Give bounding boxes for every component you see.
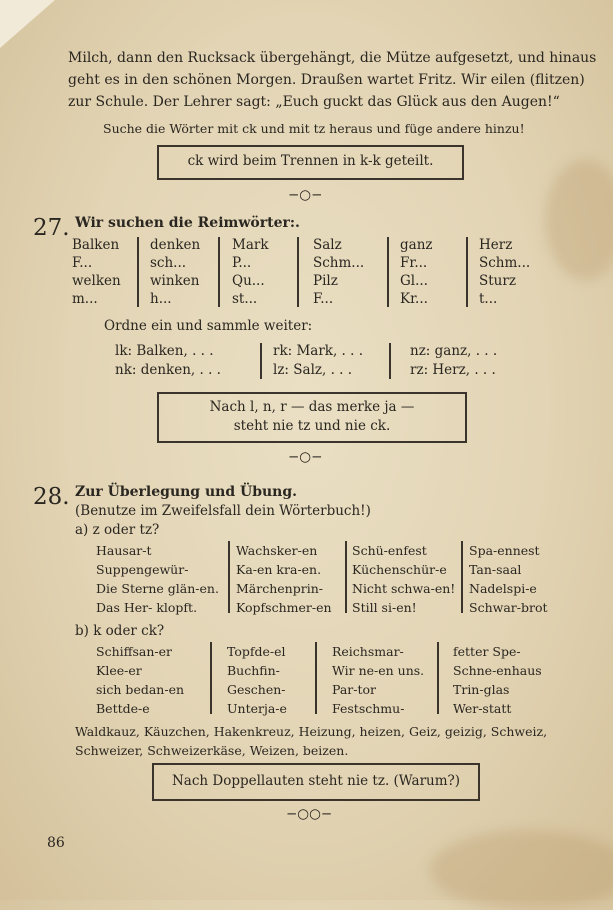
separator: −○− <box>288 187 323 203</box>
word-column <box>236 541 332 617</box>
word-item: Bettde-e <box>96 701 150 716</box>
rule-box <box>157 392 467 443</box>
word-item: Märchenprin- <box>236 581 323 596</box>
rhyme-word: sch... <box>150 255 187 271</box>
rhyme-word: denken <box>150 237 201 253</box>
rule-box <box>157 145 464 180</box>
intro-line: zur Schule. Der Lehrer sagt: „Euch guckt das Glück aus den Augen!“ <box>68 94 560 110</box>
word-item: Kopfschmer-en <box>236 600 332 615</box>
word-item: fetter Spe- <box>453 644 521 659</box>
intro-instruction: Suche die Wörter mit ck und mit tz heraus und füge andere hinzu! <box>103 121 525 136</box>
word-column <box>96 541 219 617</box>
rhyme-word: Balken <box>72 237 120 253</box>
word-item: sich bedan-en <box>96 682 185 697</box>
word-item: Schiffsan-er <box>96 644 173 659</box>
column-divider <box>228 541 230 613</box>
word-list: Waldkauz, Käuzchen, Hakenkreuz, Heizung, heizen, Geiz, geizig, Schweiz, <box>75 724 548 739</box>
word-item: Küchenschür-e <box>352 562 447 577</box>
rule-text: Nach l, n, r — das merke ja — <box>209 399 415 415</box>
word-item: Wir ne-en uns. <box>332 663 425 678</box>
rule-text: ck wird beim Trennen in k-k geteilt. <box>187 153 434 169</box>
word-item: Trin-glas <box>453 682 510 697</box>
word-column <box>469 541 548 617</box>
word-list: Schweizer, Schweizerkäse, Weizen, beizen. <box>75 743 349 758</box>
word-item: Reichsmar- <box>332 644 404 659</box>
intro-line: geht es in den schönen Morgen. Draußen wartet Fritz. Wir eilen (flitzen) <box>68 72 585 88</box>
intro-line: Milch, dann den Rucksack übergehängt, die Mütze aufgesetzt, und hinaus <box>68 50 597 66</box>
page-corner <box>0 0 55 48</box>
rhyme-column <box>313 236 364 308</box>
rhyme-word: welken <box>72 273 121 289</box>
exercise-subtitle: (Benutze im Zweifelsfall dein Wörterbuch!) <box>75 503 371 519</box>
column-divider <box>210 642 212 714</box>
rhyme-word: ganz <box>400 237 433 253</box>
exercise-number: 27. <box>33 215 70 241</box>
column-divider <box>437 642 439 714</box>
rhyme-column <box>400 236 433 308</box>
rhyme-word: Fr... <box>400 255 428 271</box>
rhyme-column <box>150 236 200 308</box>
word-item: Still si-en! <box>352 600 417 615</box>
sort-entry: nz: ganz, . . . <box>410 343 498 359</box>
sort-entry: rz: Herz, . . . <box>410 362 496 378</box>
rhyme-column <box>72 236 121 308</box>
page-stain <box>545 160 613 280</box>
sort-entry: lz: Salz, . . . <box>273 362 353 378</box>
column-divider <box>218 237 220 307</box>
rhyme-word: Qu... <box>232 273 265 289</box>
rhyme-word: winken <box>150 273 200 289</box>
sort-entry: lk: Balken, . . . <box>115 343 214 359</box>
rhyme-word: F... <box>72 255 93 271</box>
exercise-title: Wir suchen die Reimwörter:. <box>75 215 300 231</box>
rule-text: Nach Doppellauten steht nie tz. (Warum?) <box>171 773 461 789</box>
word-item: Geschen- <box>227 682 286 697</box>
word-item: Suppengewür- <box>96 562 189 577</box>
sort-entry: nk: denken, . . . <box>115 362 221 378</box>
rhyme-word: Schm... <box>313 255 365 271</box>
column-divider <box>389 343 391 379</box>
rule-text: steht nie tz und nie ck. <box>233 418 391 434</box>
column-divider <box>466 237 468 307</box>
page-stain <box>430 830 613 910</box>
rhyme-word: P... <box>232 255 252 271</box>
rhyme-word: Schm... <box>479 255 531 271</box>
rhyme-word: F... <box>313 291 334 307</box>
word-item: Schne-enhaus <box>453 663 542 678</box>
word-item: Nicht schwa-en! <box>352 581 456 596</box>
column-divider <box>461 541 463 613</box>
word-item: Spa-ennest <box>469 543 540 558</box>
exercise-number: 28. <box>33 484 70 510</box>
column-divider <box>297 237 299 307</box>
column-divider <box>345 541 347 613</box>
rhyme-word: Mark <box>232 237 269 253</box>
word-item: Schwar-brot <box>469 600 548 615</box>
word-item: Festschmu- <box>332 701 405 716</box>
column-divider <box>387 237 389 307</box>
word-item: Schü-enfest <box>352 543 427 558</box>
sort-instruction: Ordne ein und sammle weiter: <box>104 318 313 334</box>
word-item: Klee-er <box>96 663 142 678</box>
separator: −○− <box>288 449 323 465</box>
part-label: a) z oder tz? <box>75 522 160 538</box>
word-column <box>453 642 542 718</box>
rhyme-column <box>232 236 269 308</box>
word-item: Hausar-t <box>96 543 152 558</box>
exercise-title: Zur Überlegung und Übung. <box>75 484 298 500</box>
page-number: 86 <box>47 835 65 851</box>
word-column <box>227 642 287 718</box>
word-item: Ka-en kra-en. <box>236 562 322 577</box>
rhyme-word: Pilz <box>313 273 338 289</box>
word-item: Unterja-e <box>227 701 287 716</box>
sort-group <box>410 342 497 380</box>
rhyme-word: Salz <box>313 237 342 253</box>
word-column <box>332 642 424 718</box>
word-item: Topfde-el <box>227 644 286 659</box>
word-item: Buchfin- <box>227 663 280 678</box>
rhyme-word: Herz <box>479 237 513 253</box>
rhyme-word: h... <box>150 291 172 307</box>
column-divider <box>315 642 317 714</box>
sort-entry: rk: Mark, . . . <box>273 343 364 359</box>
separator: −○○− <box>286 806 333 822</box>
rhyme-word: Sturz <box>479 273 516 289</box>
word-item: Tan-saal <box>469 562 522 577</box>
rhyme-word: Gl... <box>400 273 428 289</box>
column-divider <box>260 343 262 379</box>
word-item: Die Sterne glän-en. <box>96 581 219 596</box>
word-item: Par-tor <box>332 682 377 697</box>
sort-group <box>115 342 221 380</box>
rhyme-word: t... <box>479 291 498 307</box>
rule-box <box>152 763 480 801</box>
word-item: Nadelspi-e <box>469 581 537 596</box>
sort-group <box>273 342 363 380</box>
word-item: Das Her- klopft. <box>96 600 198 615</box>
word-item: Wachsker-en <box>236 543 318 558</box>
rhyme-word: m... <box>72 291 98 307</box>
rhyme-column <box>479 236 530 308</box>
word-column <box>96 642 184 718</box>
rhyme-word: st... <box>232 291 258 307</box>
part-label: b) k oder ck? <box>75 623 165 639</box>
rhyme-word: Kr... <box>400 291 428 307</box>
word-item: Wer-statt <box>453 701 512 716</box>
word-column <box>352 541 455 617</box>
column-divider <box>137 237 139 307</box>
